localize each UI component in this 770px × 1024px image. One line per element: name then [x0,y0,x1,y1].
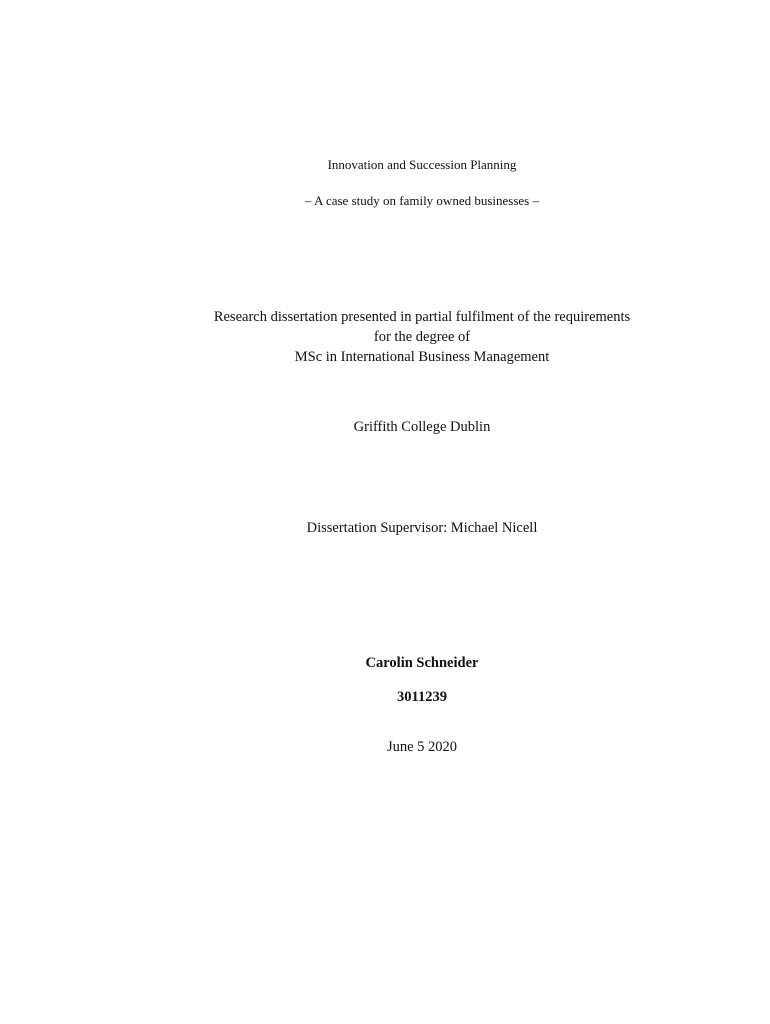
submission-date: June 5 2020 [386,739,458,755]
dissertation-statement-line-2: for the degree of [373,329,471,345]
document-subtitle: – A case study on family owned businesses – [305,193,539,208]
student-id: 3011239 [397,689,447,705]
dissertation-statement-line-1: Research dissertation presented in partial fulfilment of the requirements [213,309,631,325]
dissertation-statement-line-3: MSc in International Business Management [294,349,550,365]
author-name: Carolin Schneider [365,655,479,671]
supervisor-line: Dissertation Supervisor: Michael Nicell [306,520,538,536]
document-title: Innovation and Succession Planning [327,157,517,172]
institution-name: Griffith College Dublin [353,419,491,435]
